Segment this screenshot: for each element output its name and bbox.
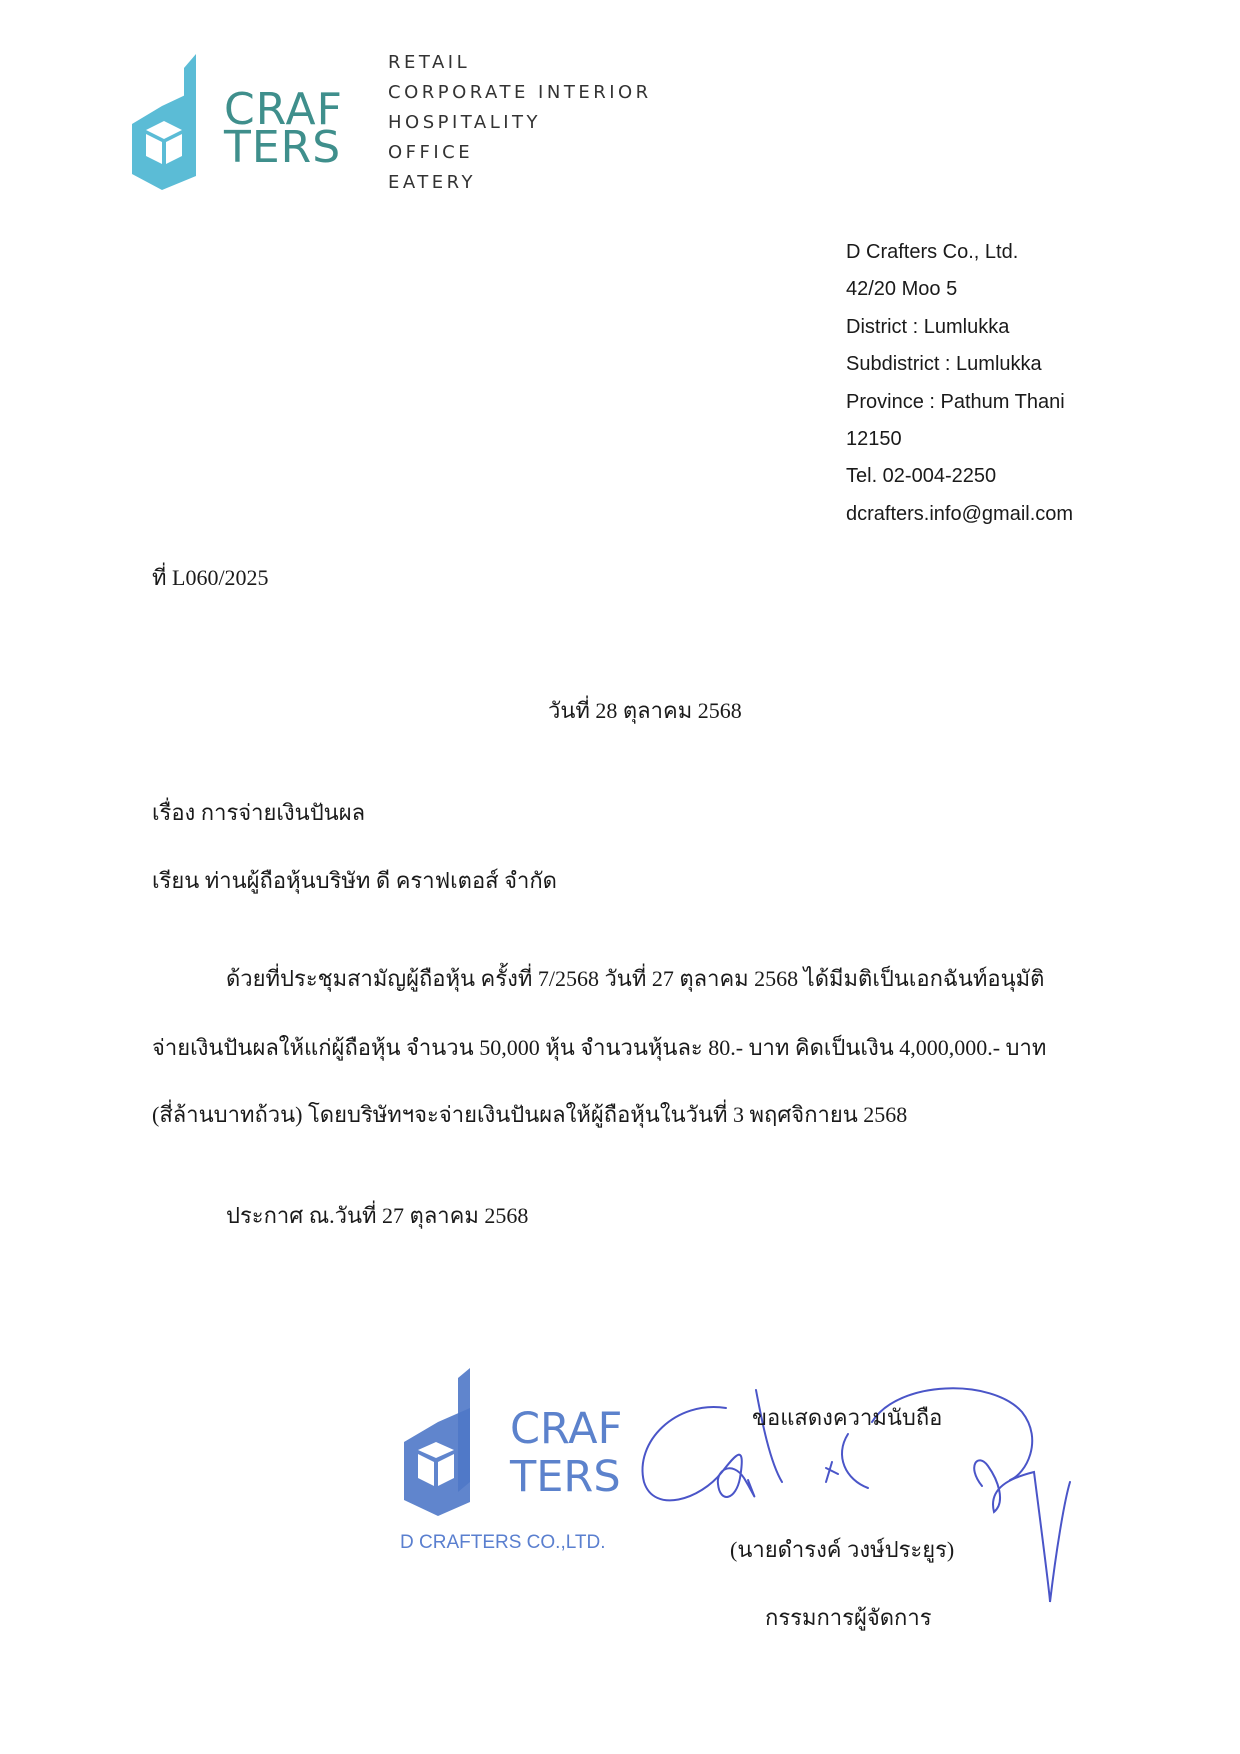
company-district: District : Lumlukka — [846, 315, 1010, 338]
announcement-date: ประกาศ ณ.วันที่ 27 ตุลาคม 2568 — [226, 1203, 529, 1228]
business-sectors-list — [388, 48, 652, 198]
stamp-text-ters: TERS — [510, 1452, 621, 1502]
company-province: Province : Pathum Thani — [846, 390, 1065, 413]
body-paragraph-line: จ่ายเงินปันผลให้แก่ผู้ถือหุ้น จำนวน 50,000 หุ้น จำนวนหุ้นละ 80.- บาท คิดเป็นเงิน 4,000,000.- บาท — [152, 1035, 1047, 1060]
company-email: dcrafters.info@gmail.com — [846, 502, 1074, 525]
sector-item: EATERY — [388, 172, 477, 193]
signer-name: (นายดำรงค์ วงษ์ประยูร) — [730, 1537, 955, 1562]
letter-subject: เรื่อง การจ่ายเงินปันผล — [152, 800, 366, 825]
company-address: 42/20 Moo 5 — [846, 278, 958, 301]
signer-title: กรรมการผู้จัดการ — [765, 1605, 932, 1630]
company-postcode: 12150 — [846, 428, 902, 451]
company-phone: Tel. 02-004-2250 — [846, 465, 997, 488]
stamp-text-craf: CRAF — [510, 1404, 623, 1454]
letter-recipient: เรียน ท่านผู้ถือหุ้นบริษัท ดี คราฟเตอส์ จำกัด — [152, 868, 557, 893]
logo-text-ters: TERS — [224, 122, 342, 173]
sector-item: HOSPITALITY — [388, 112, 542, 133]
sector-item: CORPORATE INTERIOR — [388, 82, 652, 103]
company-address-block — [846, 234, 1073, 533]
letter-date: วันที่ 28 ตุลาคม 2568 — [548, 698, 742, 723]
body-paragraph-line: (สี่ล้านบาทถ้วน) โดยบริษัทฯจะจ่ายเงินปันผลให้ผู้ถือหุ้นในวันที่ 3 พฤศจิกายน 2568 — [152, 1102, 908, 1127]
reference-number: ที่ L060/2025 — [152, 565, 269, 590]
body-paragraph-line: ด้วยที่ประชุมสามัญผู้ถือหุ้น ครั้งที่ 7/2568 วันที่ 27 ตุลาคม 2568 ได้มีมติเป็นเอกฉันท์อนุมัติ — [226, 966, 1045, 991]
company-name: D Crafters Co., Ltd. — [846, 241, 1019, 263]
stamp-company-name: D CRAFTERS CO.,LTD. — [400, 1532, 606, 1553]
sector-item: RETAIL — [388, 52, 471, 73]
logo-text-craf: CRAF — [224, 84, 343, 135]
company-stamp-icon — [398, 1366, 498, 1528]
company-subdistrict: Subdistrict : Lumlukka — [846, 353, 1042, 376]
closing-salutation: ขอแสดงความนับถือ — [752, 1405, 943, 1430]
sector-item: OFFICE — [388, 142, 474, 163]
